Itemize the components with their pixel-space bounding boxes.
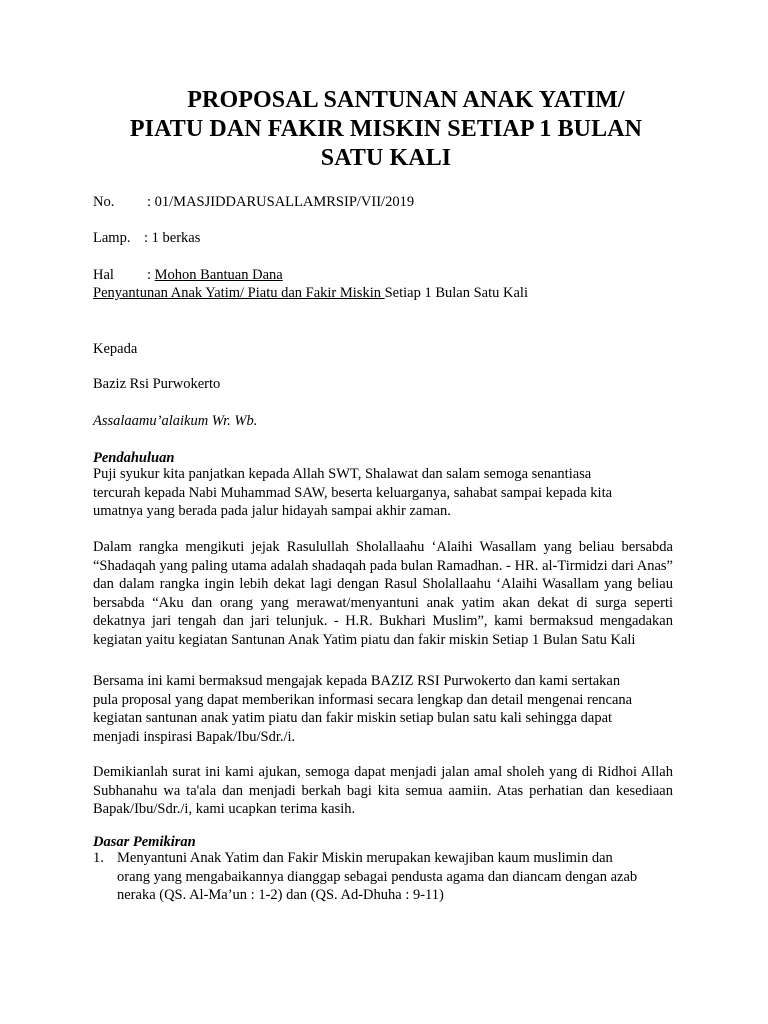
- subject-colon: :: [147, 267, 155, 283]
- list-item-line: orang yang mengabaikannya dianggap sebagai pendusta agama dan diancam dengan azab: [117, 868, 638, 885]
- title-line-3: SATU KALI: [320, 145, 452, 171]
- list-item-line: neraka (QS. Al-Ma’un : 1-2) dan (QS. Ad-Dhuha : 9-11): [117, 887, 444, 903]
- paragraph-invitation-line: menjadi inspirasi Bapak/Ibu/Sdr./i.: [93, 728, 296, 745]
- subject-label: Hal: [93, 267, 114, 283]
- numbered-list: [93, 849, 673, 905]
- list-item-text: [117, 849, 673, 905]
- section-heading-pendahuluan: Pendahuluan: [93, 450, 175, 466]
- title-line-2: PIATU DAN FAKIR MISKIN SETIAP 1 BULAN: [129, 116, 643, 142]
- paragraph-opening-line: Puji syukur kita panjatkan kepada Allah SWT, Shalawat dan salam semoga senantiasa: [93, 466, 592, 482]
- attachment-value: : 1 berkas: [144, 230, 201, 246]
- paragraph-opening-line: tercurah kepada Nabi Muhammad SAW, beserta keluarganya, sahabat sampai kepada kita: [93, 484, 613, 501]
- paragraph-opening: [93, 465, 673, 521]
- section-heading-dasar-pemikiran: Dasar Pemikiran: [93, 834, 196, 850]
- subject-line-2-underlined: Penyantunan Anak Yatim/ Piatu dan Fakir Miskin: [93, 285, 385, 301]
- letter-subject: [93, 266, 283, 284]
- letter-number: [93, 193, 414, 211]
- paragraph-invitation: [93, 672, 673, 746]
- greeting: Assalaamu’alaikum Wr. Wb.: [93, 413, 258, 429]
- paragraph-invitation-line: Bersama ini kami bermaksud mengajak kepada BAZIZ RSI Purwokerto dan kami sertakan: [93, 673, 621, 689]
- title-line-1: PROPOSAL SANTUNAN ANAK YATIM/: [187, 87, 625, 113]
- paragraph-invitation-line: kegiatan santunan anak yatim piatu dan fakir miskin setiap bulan satu kali sehingga dapat: [93, 710, 613, 726]
- subject-line-2-rest: Setiap 1 Bulan Satu Kali: [384, 285, 528, 301]
- number-value: : 01/MASJIDDARUSALLAMRSIP/VII/2019: [147, 194, 415, 210]
- list-item: [93, 849, 673, 905]
- letter-attachment: [93, 229, 200, 247]
- recipient-name: Baziz Rsi Purwokerto: [93, 376, 221, 392]
- attachment-label: Lamp.: [93, 230, 131, 246]
- paragraph-opening-line: umatnya yang berada pada jalur hidayah sampai akhir zaman.: [93, 503, 451, 519]
- document-title: [96, 86, 676, 173]
- list-item-line: Menyantuni Anak Yatim dan Fakir Miskin merupakan kewajiban kaum muslimin dan: [117, 850, 613, 866]
- paragraph-closing: Demikianlah surat ini kami ajukan, semoga dapat menjadi jalan amal sholeh yang di Ridhoi Allah Subhanahu wa ta'ala dan menjadi berkah bagi kita semua aamiin. Atas perhatian dan kesediaan Bapak/Ibu/Sdr./i, kami ucapkan terima kasih.: [93, 764, 673, 817]
- recipient-kepada: Kepada: [93, 341, 138, 357]
- number-label: No.: [93, 194, 115, 210]
- paragraph-hadith: Dalam rangka mengikuti jejak Rasulullah Sholallaahu ‘Alaihi Wasallam yang beliau bersabda “Shadaqah yang paling utama adalah shadaqah pada bulan Ramadhan. - HR. al-Tirmidzi dari Anas” dan dalam rangka ingin lebih dekat lagi dengan Rasul Sholallaahu ‘Alaihi Wasallam yang beliau bersabda “Aku dan orang yang merawat/menyantuni anak yatim akan dekat di surga seperti dekatnya jari tengah dan jari telunjuk. - H.R. Bukhari Muslim”, kami bermaksud mengadakan kegiatan yaitu kegiatan Santunan Anak Yatim piatu dan fakir miskin Setiap 1 Bulan Satu Kali: [93, 539, 673, 648]
- letter-subject-line-2: [93, 284, 528, 302]
- paragraph-invitation-line: pula proposal yang dapat memberikan informasi secara lengkap dan detail mengenai rencana: [93, 691, 633, 708]
- list-item-number: 1.: [93, 850, 104, 866]
- subject-value: Mohon Bantuan Dana: [154, 267, 283, 283]
